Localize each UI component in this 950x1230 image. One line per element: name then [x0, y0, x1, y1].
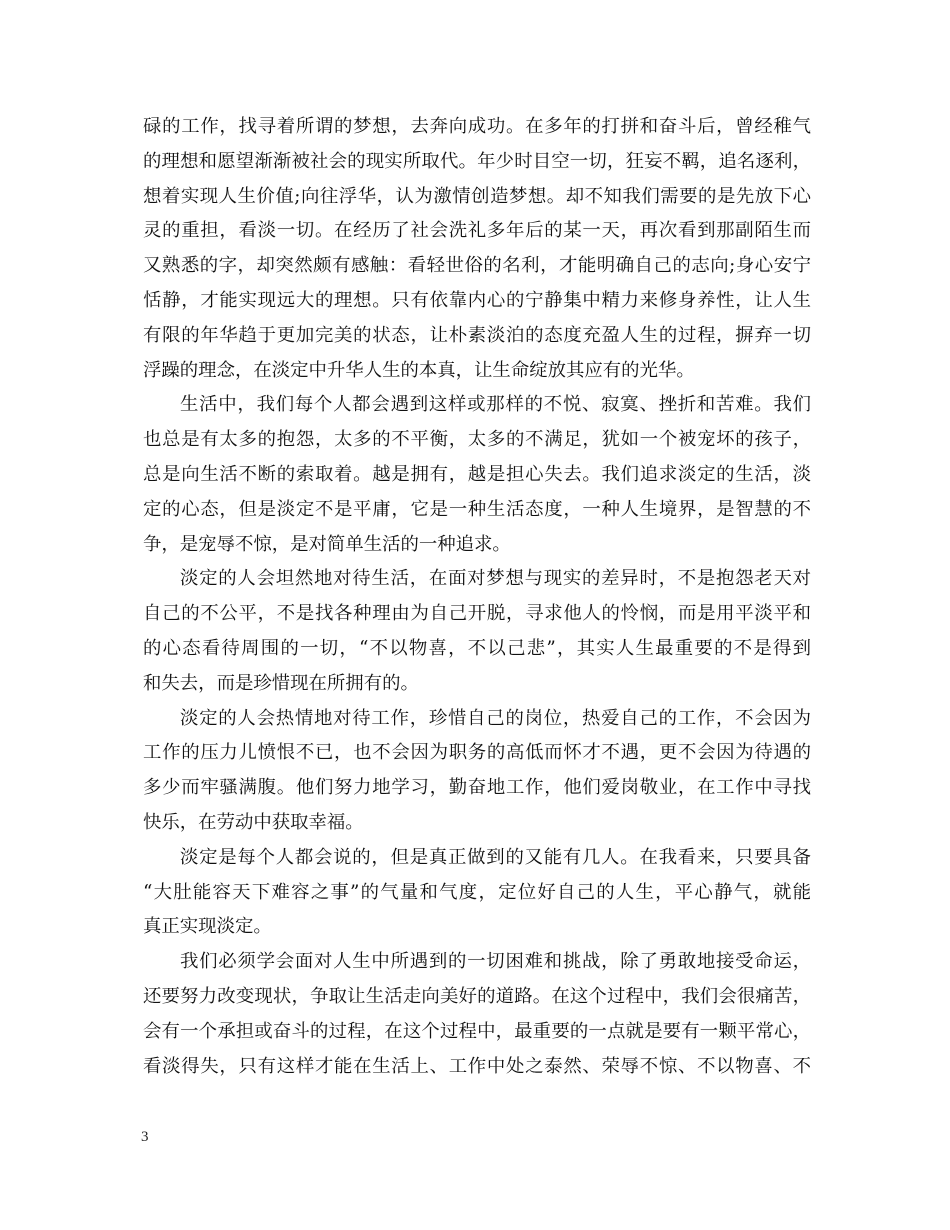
text-line: 有限的年华趋于更加完美的状态，让朴素淡泊的态度充盈人生的过程，摒弃一切: [143, 324, 811, 346]
text-line: 碌的工作，找寻着所谓的梦想，去奔向成功。在多年的打拼和奋斗后，曾经稚气: [143, 116, 811, 137]
text-line: 多少而牢骚满腹。他们努力地学习，勤奋地工作，他们爱岗敬业，在工作中寻找: [143, 777, 811, 799]
text-line: 工作的压力儿愤恨不已，也不会因为职务的高低而怀才不遇，更不会因为待遇的: [143, 742, 811, 764]
text-line: 也总是有太多的抱怨，太多的不平衡，太多的不满足，犹如一个被宠坏的孩子，: [143, 429, 811, 451]
paragraph-first-line: 淡定是每个人都会说的，但是真正做到的又能有几人。在我看来，只要具备: [180, 846, 811, 868]
text-line: 的理想和愿望渐渐被社会的现实所取代。年少时目空一切，狂妄不羁，追名逐利，: [143, 150, 811, 172]
text-line: 的心态看待周围的一切，“不以物喜，不以己悲”，其实人生最重要的不是得到: [143, 637, 811, 659]
text-line: 快乐，在劳动中获取幸福。: [143, 811, 364, 833]
text-line: “大肚能容天下难容之事”的气量和气度，定位好自己的人生，平心静气，就能: [143, 881, 811, 903]
text-line: 争，是宠辱不惊，是对简单生活的一种追求。: [143, 533, 511, 555]
paragraph-first-line: 生活中，我们每个人都会遇到这样或那样的不悦、寂寞、挫折和苦难。我们: [180, 394, 811, 416]
paragraph-first-line: 淡定的人会坦然地对待生活，在面对梦想与现实的差异时，不是抱怨老天对: [180, 568, 811, 590]
text-line: 真正实现淡定。: [143, 916, 272, 938]
text-line: 自己的不公平，不是找各种理由为自己开脱，寻求他人的怜悯，而是用平淡平和: [143, 603, 811, 625]
text-line: 和失去，而是珍惜现在所拥有的。: [143, 672, 419, 694]
text-line: 总是向生活不断的索取着。越是拥有，越是担心失去。我们追求淡定的生活，淡: [143, 463, 811, 485]
text-line: 定的心态，但是淡定不是平庸，它是一种生活态度，一种人生境界，是智慧的不: [143, 498, 811, 520]
text-line: 会有一个承担或奋斗的过程，在这个过程中，最重要的一点就是要有一颗平常心，: [143, 1020, 811, 1042]
text-line: 灵的重担，看淡一切。在经历了社会洗礼多年后的某一天，再次看到那副陌生而: [143, 220, 811, 242]
page-number: 3: [141, 1129, 149, 1145]
text-line: 想着实现人生价值;向往浮华，认为激情创造梦想。却不知我们需要的是先放下心: [143, 185, 811, 207]
body-text: [143, 110, 811, 1084]
text-line: 浮躁的理念，在淡定中升华人生的本真，让生命绽放其应有的光华。: [143, 359, 695, 381]
text-line: 又熟悉的字，却突然颇有感触：看轻世俗的名利，才能明确自己的志向;身心安宁: [143, 255, 811, 277]
text-line: 恬静，才能实现远大的理想。只有依靠内心的宁静集中精力来修身养性，让人生: [143, 289, 811, 311]
paragraph-first-line: 我们必须学会面对人生中所遇到的一切困难和挑战，除了勇敢地接受命运，: [180, 951, 811, 973]
text-line: 还要努力改变现状，争取让生活走向美好的道路。在这个过程中，我们会很痛苦，: [143, 985, 811, 1007]
text-line: 看淡得失，只有这样才能在生活上、工作中处之泰然、荣辱不惊、不以物喜、不: [143, 1055, 811, 1077]
paragraph-first-line: 淡定的人会热情地对待工作，珍惜自己的岗位，热爱自己的工作，不会因为: [180, 707, 811, 729]
